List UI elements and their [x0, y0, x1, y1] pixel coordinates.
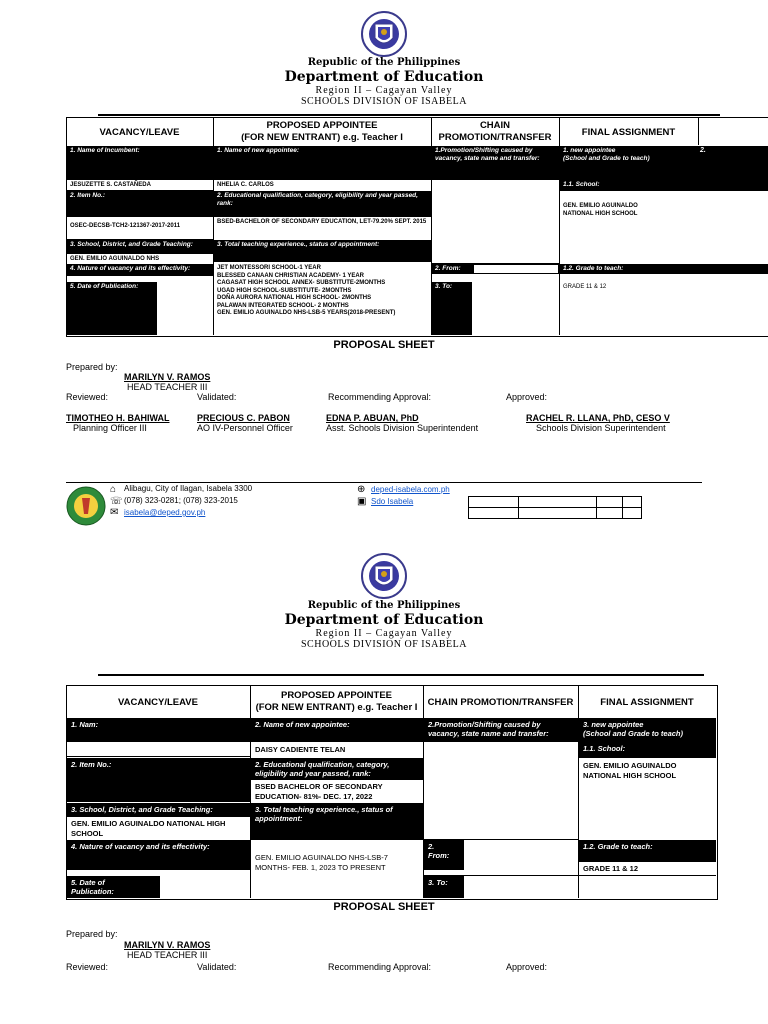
recommending-label: Recommending Approval: — [328, 962, 432, 972]
web-icon: ⊕ — [357, 484, 366, 495]
validated-label: Validated: — [197, 392, 237, 402]
footer-grid-line — [596, 496, 597, 519]
header-appointee: PROPOSED APPOINTEE (FOR NEW ENTRANT) e.g. Teacher I — [255, 689, 418, 713]
footer-email[interactable]: isabela@deped.gov.ph — [124, 508, 206, 517]
label-promotion: 1.Promotion/Shifting caused by vacancy, state name and transfer: — [432, 146, 559, 180]
footer-website[interactable]: deped-isabela.com.ph — [371, 485, 450, 494]
value-school: GEN. EMILIO AGUINALDO NATIONAL HIGH SCHOOL — [583, 761, 677, 780]
signatory-name: EDNA P. ABUAN, PhD — [326, 413, 419, 423]
label-item-no: 2. Item No.: — [67, 758, 250, 802]
republic-heading: Republic of the Philippines — [307, 57, 461, 68]
footer-phone: (078) 323-0281; (078) 323-2015 — [124, 496, 238, 505]
value-item-no: OSEC-DECSB-TCH2-121367-2017-2011 — [70, 223, 181, 229]
region-heading: Region II – Cagayan Valley — [315, 628, 453, 639]
header-appointee: PROPOSED APPOINTEE (FOR NEW ENTRANT) e.g. Teacher I — [241, 120, 403, 143]
proposal-title: PROPOSAL SHEET — [333, 901, 435, 913]
label-to: 3. To: — [432, 282, 472, 335]
department-heading: Department of Education — [284, 69, 484, 85]
building-icon: ⌂ — [110, 484, 117, 495]
label-educ: 2. Educational qualification, category, eligibility and year passed, rank: — [251, 758, 423, 780]
label-nature: 4. Nature of vacancy and its effectivity: — [67, 840, 250, 870]
header-final: FINAL ASSIGNMENT — [600, 696, 694, 708]
division-logo-icon — [66, 484, 106, 528]
row-divider — [66, 239, 213, 240]
department-heading: Department of Education — [284, 612, 484, 628]
row-divider — [423, 839, 578, 840]
label-from: 2. From: — [432, 264, 559, 274]
label-school-district: 3. School, District, and Grade Teaching: — [67, 240, 213, 254]
signatory-title: AO IV-Personnel Officer — [197, 423, 293, 433]
label-date-publication: 5. Date of Publication: — [67, 282, 157, 335]
signatory-title: Schools Division Superintendent — [536, 423, 666, 433]
footer-rule — [66, 482, 702, 483]
label-school: 1.1. School: — [579, 742, 716, 758]
label-nature: 4. Nature of vacancy and its effectivity: — [67, 264, 213, 276]
value-school: GEN. EMILIO AGUINALDO NATIONAL HIGH SCHOOL — [563, 203, 638, 217]
footer-address: Alibagu, City of Ilagan, Isabela 3300 — [124, 484, 253, 493]
row-divider — [423, 875, 578, 876]
label-grade: 1.2. Grade to teach: — [579, 840, 716, 862]
value-appointee: NHELIA C. CARLOS — [217, 182, 274, 188]
label-grade: 1.2. Grade to teach: — [560, 264, 768, 274]
label-final-two: 2. — [700, 147, 706, 154]
label-school: 1.1. School: — [560, 180, 768, 191]
experience-line: BLESSED CANAAN CHRISTIAN ACADEMY- 1 YEAR — [217, 272, 365, 279]
footer-grid-line — [622, 496, 623, 519]
division-heading: SCHOOLS DIVISION OF ISABELA — [300, 639, 467, 650]
approved-label: Approved: — [506, 962, 548, 972]
label-date-publication: 5. Date of Publication: — [67, 876, 160, 898]
proposal-title: PROPOSAL SHEET — [333, 339, 435, 351]
row-divider — [578, 875, 716, 876]
header-vacancy: VACANCY/LEAVE — [99, 126, 180, 138]
signatory-name: TIMOTHEO H. BAHIWAL — [66, 413, 170, 423]
label-experience: 3. Total teaching experience., status of appointment: — [214, 240, 431, 262]
republic-heading: Republic of the Philippines — [307, 600, 461, 611]
label-item-no: 2. Item No.: — [67, 191, 213, 217]
value-experience — [214, 264, 431, 319]
approved-label: Approved: — [506, 392, 548, 402]
experience-line: GEN. EMILIO AGUINALDO NHS-LSB-5 YEARS(2018-PRESENT) — [217, 310, 396, 316]
label-name: 1. Nam: — [67, 718, 250, 742]
facebook-icon: ▣ — [357, 496, 367, 507]
row-divider — [66, 756, 250, 757]
experience-line: CAGASAT HIGH SCHOOL ANNEX- SUBSTITUTE-2MONTHS — [217, 280, 386, 286]
footer-grid-line — [518, 496, 519, 519]
deped-seal-icon — [361, 552, 407, 602]
phone-icon: ☏ — [110, 496, 123, 507]
value-school-district: GEN. EMILIO AGUINALDO NHS — [70, 256, 160, 262]
header-vacancy: VACANCY/LEAVE — [118, 696, 198, 708]
header-chain: CHAIN PROMOTION/TRANSFER — [427, 696, 574, 708]
value-grade: GRADE 11 & 12 — [583, 864, 639, 873]
value-educ: BSED BACHELOR OF SECONDARY EDUCATION- 81%- DEC. 17, 2022 — [255, 782, 383, 801]
experience-line: UGAD HIGH SCHOOL-SUBSTITUTE- 2MONTHS — [217, 287, 352, 294]
experience-line: DOÑA AURORA NATIONAL HIGH SCHOOL- 2MONTHS — [217, 295, 372, 301]
label-to: 3. To: — [424, 876, 464, 898]
experience-line: JET MONTESSORI SCHOOL-1 YEAR — [217, 265, 321, 271]
preparer-name: MARILYN V. RAMOS — [124, 372, 211, 382]
from-field — [473, 264, 559, 274]
reviewed-label: Reviewed: — [66, 392, 109, 402]
preparer-title: HEAD TEACHER III — [127, 950, 208, 960]
value-grade: GRADE 11 & 12 — [563, 284, 607, 290]
signatory-title: Asst. Schools Division Superintendent — [326, 423, 479, 433]
signatory-name: RACHEL R. LLANA, PhD, CESO V — [526, 413, 670, 423]
label-new-appointee: 1. Name of new appointee: — [214, 146, 431, 180]
label-promotion: 2.Promotion/Shifting caused by vacancy, state name and transfer: — [424, 718, 578, 742]
label-new-appointee: 2. Name of new appointee: — [251, 718, 423, 742]
region-heading: Region II – Cagayan Valley — [315, 85, 453, 96]
deped-seal-icon — [361, 10, 407, 60]
value-appointee: DAISY CADIENTE TELAN — [255, 745, 346, 754]
label-from: 2. From: — [424, 840, 464, 870]
letterhead-rule — [98, 114, 720, 116]
validated-label: Validated: — [197, 962, 237, 972]
label-incumbent: 1. Name of Incumbent: — [67, 146, 213, 180]
header-chain: CHAIN PROMOTION/TRANSFER — [438, 120, 552, 143]
signatory-title: Planning Officer III — [73, 423, 147, 433]
preparer-title: HEAD TEACHER III — [127, 382, 208, 392]
label-final-new: 3. new appointee (School and Grade to teach) — [579, 718, 716, 742]
value-incumbent: JESUZETTE S. CASTAÑEDA — [70, 182, 151, 188]
footer-facebook[interactable]: Sdo Isabela — [371, 497, 414, 506]
signatory-name: PRECIOUS C. PABON — [197, 413, 290, 423]
value-educ: BSED-BACHELOR OF SECONDARY EDUCATION, LET-79.20% SEPT. 2015 — [217, 219, 427, 225]
row-divider — [431, 263, 559, 264]
col-divider — [698, 117, 699, 145]
value-experience: GEN. EMILIO AGUINALDO NHS-LSB-7 MONTHS- FEB. 1, 2023 TO PRESENT — [255, 853, 388, 872]
label-educ: 2. Educational qualification, category, eligibility and year passed, rank: — [214, 191, 431, 217]
reviewed-label: Reviewed: — [66, 962, 109, 972]
division-heading: SCHOOLS DIVISION OF ISABELA — [300, 96, 467, 107]
label-final-new: 1. new appointee (School and Grade to teach) — [560, 146, 768, 180]
letterhead-rule — [98, 674, 704, 676]
email-icon: ✉ — [110, 507, 119, 518]
row-divider — [66, 190, 213, 191]
experience-line: PALAWAN INTEGRATED SCHOOL- 2 MONTHS — [217, 302, 349, 309]
preparer-name: MARILYN V. RAMOS — [124, 940, 211, 950]
header-final: FINAL ASSIGNMENT — [581, 126, 676, 138]
label-experience: 3. Total teaching experience., status of appointment: — [251, 803, 423, 840]
prepared-by-label: Prepared by: — [66, 362, 118, 372]
value-school-district: GEN. EMILIO AGUINALDO NATIONAL HIGH SCHOOL — [71, 819, 226, 838]
recommending-label: Recommending Approval: — [328, 392, 432, 402]
label-school-district: 3. School, District, and Grade Teaching: — [67, 803, 250, 817]
prepared-by-label: Prepared by: — [66, 929, 118, 939]
footer-grid-line — [468, 507, 642, 508]
